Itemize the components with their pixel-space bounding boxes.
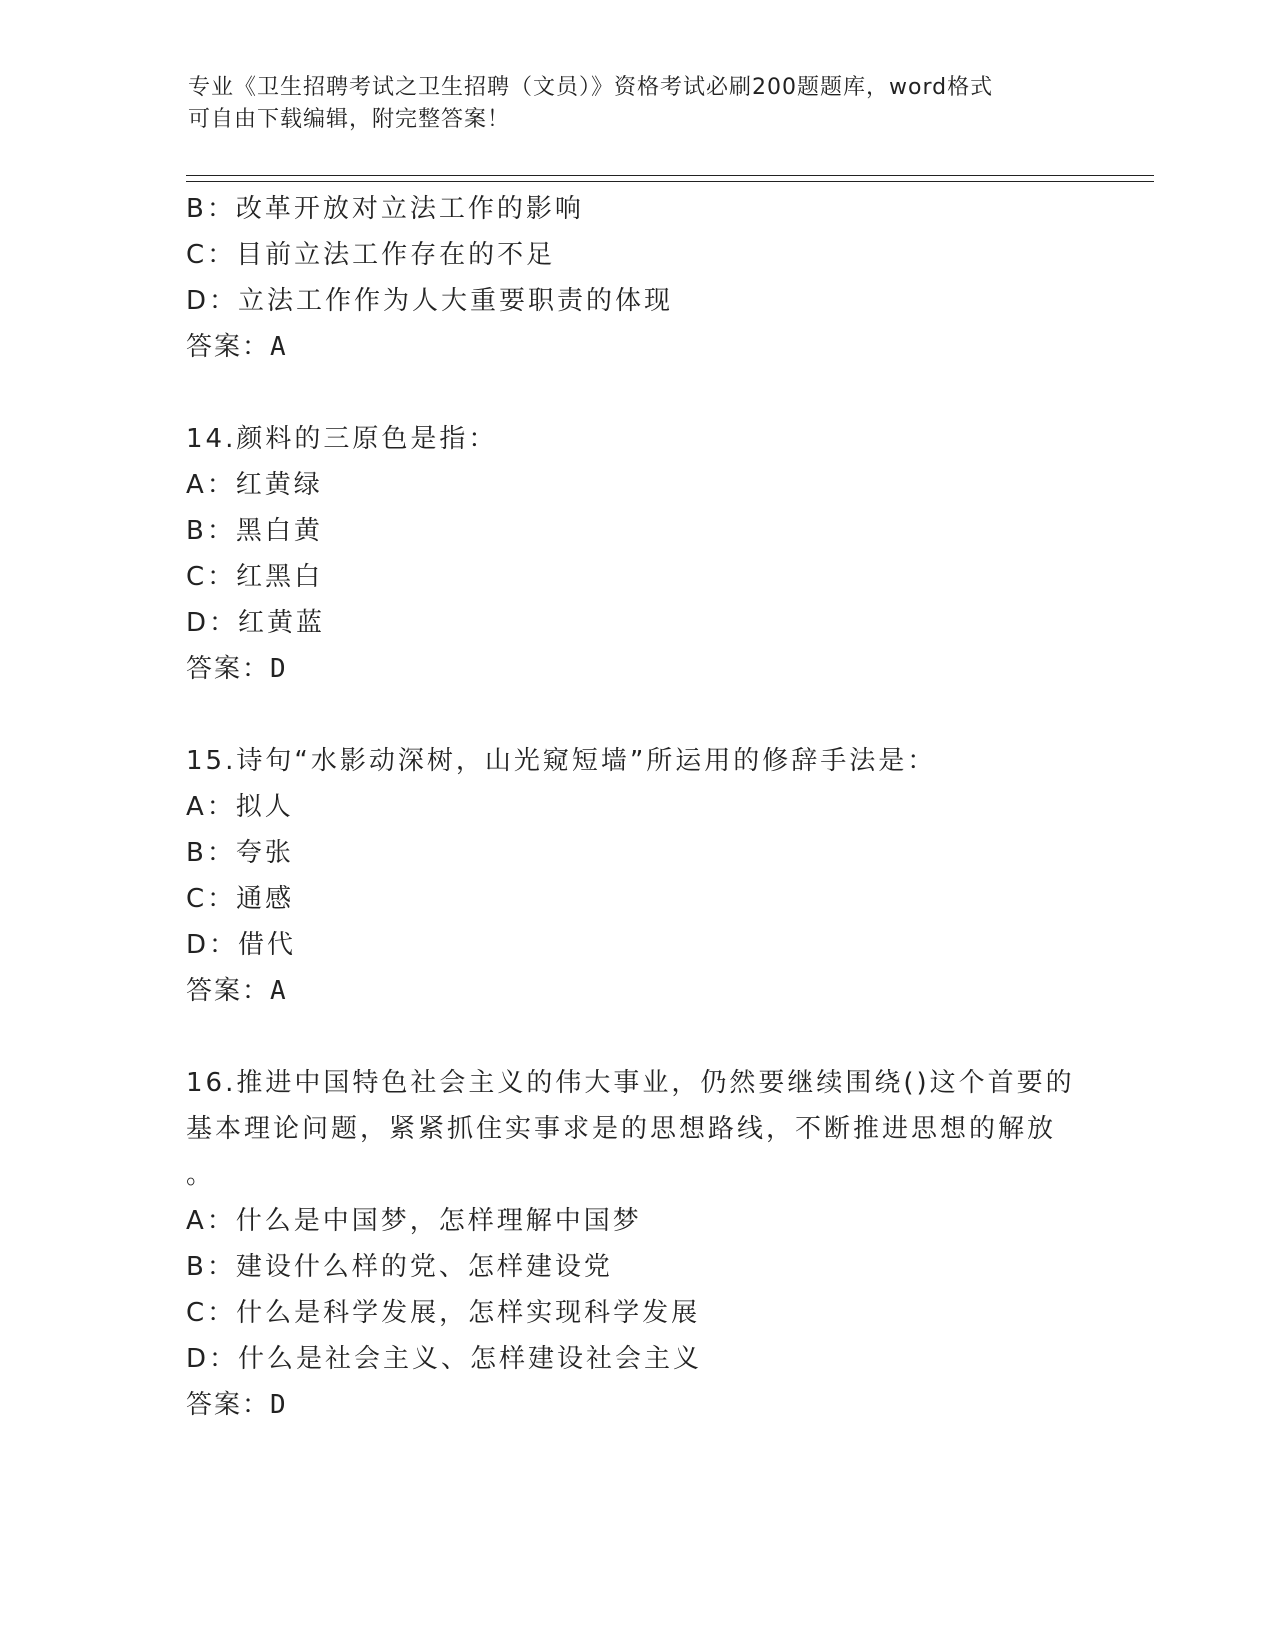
option-b: B：建设什么样的党、怎样建设党 bbox=[186, 1252, 613, 1282]
question-15 bbox=[186, 738, 1086, 1014]
question-14 bbox=[186, 416, 1086, 692]
header-divider-bottom bbox=[186, 181, 1154, 182]
answer-value: D bbox=[270, 1390, 286, 1420]
question-stem-line-1: 16.推进中国特色社会主义的伟大事业，仍然要继续围绕()这个首要的 bbox=[186, 1068, 1075, 1098]
answer-label: 答案： bbox=[186, 654, 271, 684]
answer-line bbox=[186, 968, 1086, 1014]
answer-value: D bbox=[270, 654, 286, 684]
option-d: D：什么是社会主义、怎样建设社会主义 bbox=[186, 1344, 703, 1374]
question-stem: 14.颜料的三原色是指： bbox=[186, 424, 498, 454]
header-title-line-2: 可自由下载编辑，附完整答案！ bbox=[188, 107, 511, 132]
option-a: A：拟人 bbox=[186, 792, 294, 822]
question-list bbox=[186, 186, 1086, 1428]
answer-value: A bbox=[270, 332, 286, 362]
option-c: C：红黑白 bbox=[186, 562, 324, 592]
option-c: C：什么是科学发展，怎样实现科学发展 bbox=[186, 1298, 701, 1328]
answer-label: 答案： bbox=[186, 1390, 271, 1420]
question-stem: 15.诗句“水影动深树，山光窥短墙”所运用的修辞手法是： bbox=[186, 746, 937, 776]
header-divider-top bbox=[186, 175, 1154, 176]
option-a: A：红黄绿 bbox=[186, 470, 323, 500]
option-c: C：目前立法工作存在的不足 bbox=[186, 240, 556, 270]
header-title-line-1: 专业《卫生招聘考试之卫生招聘（文员）》资格考试必刷200题题库，word格式 bbox=[188, 75, 994, 100]
answer-label: 答案： bbox=[186, 332, 271, 362]
answer-label: 答案： bbox=[186, 976, 271, 1006]
question-spacer bbox=[186, 1014, 1086, 1060]
answer-line bbox=[186, 1382, 1086, 1428]
answer-line bbox=[186, 646, 1086, 692]
option-b: B：夸张 bbox=[186, 838, 294, 868]
option-b: B：黑白黄 bbox=[186, 516, 323, 546]
option-b: B：改革开放对立法工作的影响 bbox=[186, 194, 584, 224]
option-d: D：立法工作作为人大重要职责的体现 bbox=[186, 286, 674, 316]
question-spacer bbox=[186, 692, 1086, 738]
question-stem-line-3: 。 bbox=[186, 1160, 216, 1190]
continued-question bbox=[186, 186, 1086, 370]
question-stem-line-2: 基本理论问题，紧紧抓住实事求是的思想路线，不断推进思想的解放 bbox=[186, 1114, 1057, 1144]
document-header bbox=[188, 72, 1088, 136]
option-c: C：通感 bbox=[186, 884, 295, 914]
option-d: D：红黄蓝 bbox=[186, 608, 326, 638]
answer-line bbox=[186, 324, 1086, 370]
question-16 bbox=[186, 1060, 1086, 1428]
option-d: D：借代 bbox=[186, 930, 297, 960]
question-spacer bbox=[186, 370, 1086, 416]
option-a: A：什么是中国梦，怎样理解中国梦 bbox=[186, 1206, 642, 1236]
answer-value: A bbox=[270, 976, 286, 1006]
